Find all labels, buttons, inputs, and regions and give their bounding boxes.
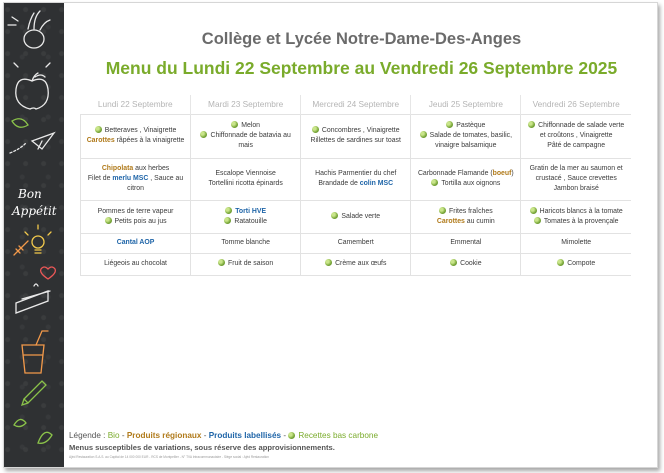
main-friday: Gratin de la mer au saumon et crustacé , Sauce crevettes Jambon braisé [521, 158, 631, 200]
pencil-icon [22, 381, 46, 405]
main-wednesday: Hachis Parmentier du chef Brandade de colin MSC [301, 158, 411, 200]
leaf-doodle-icon [12, 119, 28, 128]
low-carbon-icon [534, 217, 541, 224]
legend-regional: Produits régionaux [126, 431, 202, 440]
main-monday: Chipolata aux herbes Filet de merlu MSC , Sauce au citron [81, 158, 191, 200]
day-header-tuesday: Mardi 23 Septembre [191, 95, 301, 114]
side-monday: Pommes de terre vapeur Petits pois au jus [81, 200, 191, 233]
cake-icon [16, 284, 50, 313]
starter-friday: Chiffonnade de salade verte et croûtons , Vinaigrette Pâté de campagne [521, 114, 631, 158]
low-carbon-icon [105, 217, 112, 224]
cheese-monday: Cantal AOP [81, 233, 191, 253]
low-carbon-icon [231, 121, 238, 128]
day-header-row [81, 95, 632, 114]
low-carbon-icon [225, 207, 232, 214]
availability-note: Menus susceptibles de variations, sous réserve des approvisionnements. [69, 443, 335, 452]
main-dish-row [81, 158, 632, 200]
cheese-tuesday: Tomme blanche [191, 233, 301, 253]
cheese-friday: Mimolette [521, 233, 631, 253]
dessert-friday: Compote [521, 253, 631, 275]
starter-row [81, 114, 632, 158]
side-dish-row [81, 200, 632, 233]
bon-appetit-line2: Appétit [12, 204, 57, 218]
cheese-wednesday: Camembert [301, 233, 411, 253]
main-tuesday: Escalope Viennoise Tortellini ricotta épinards [191, 158, 301, 200]
heart-icon [41, 267, 56, 279]
side-thursday: Frites fraîches Carottes au cumin [411, 200, 521, 233]
dessert-row [81, 253, 632, 275]
low-carbon-icon [200, 131, 207, 138]
weekly-menu-table [80, 95, 631, 276]
paper-plane-icon [10, 133, 54, 153]
low-carbon-icon [224, 217, 231, 224]
school-title: Collège et Lycée Notre-Dame-Des-Anges [201, 30, 522, 48]
low-carbon-icon [420, 131, 427, 138]
starter-monday: Betteraves , Vinaigrette Carottes râpées à la vinaigrette [81, 114, 191, 158]
dessert-thursday: Cookie [411, 253, 521, 275]
low-carbon-icon [431, 179, 438, 186]
main-thursday: Carbonnade Flamande (boeuf) Tortilla aux oignons [411, 158, 521, 200]
low-carbon-icon [288, 432, 295, 439]
day-header-thursday: Jeudi 25 Septembre [411, 95, 521, 114]
side-wednesday: Salade verte [301, 200, 411, 233]
low-carbon-icon [312, 126, 319, 133]
apple-icon [14, 63, 50, 109]
low-carbon-icon [439, 207, 446, 214]
low-carbon-icon [95, 126, 102, 133]
chalk-doodles [4, 3, 64, 468]
low-carbon-icon [450, 259, 457, 266]
chalk-leaves-icon [14, 419, 52, 443]
day-header-monday: Lundi 22 Septembre [81, 95, 191, 114]
menu-period-title: Menu du Lundi 22 Septembre au Vendredi 26 Septembre 2025 [105, 58, 618, 78]
low-carbon-icon [446, 121, 453, 128]
dessert-tuesday: Fruit de saison [191, 253, 301, 275]
starter-tuesday: Melon Chiffonnade de batavia au mais [191, 114, 301, 158]
side-tuesday: Torti HVE Ratatouille [191, 200, 301, 233]
side-friday: Haricots blancs à la tomate Tomates à la provençale [521, 200, 631, 233]
starter-wednesday: Concombres , Vinaigrette Rillettes de sardines sur toast [301, 114, 411, 158]
drink-glass-icon [22, 331, 48, 373]
cheese-thursday: Emmental [411, 233, 521, 253]
day-header-wednesday: Mercredi 24 Septembre [301, 95, 411, 114]
dessert-monday: Liégeois au chocolat [81, 253, 191, 275]
bon-appetit-line1: Bon [18, 187, 42, 201]
dessert-wednesday: Crème aux œufs [301, 253, 411, 275]
carrot-icon [14, 241, 28, 255]
chalkboard-strip [4, 3, 64, 467]
legend-labelled: Produits labellisés [208, 431, 282, 440]
low-carbon-icon [325, 259, 332, 266]
low-carbon-icon [218, 259, 225, 266]
starter-thursday: Pastèque Salade de tomates, basilic, vinaigre balsamique [411, 114, 521, 158]
lightbulb-icon [25, 225, 51, 253]
menu-sheet [3, 2, 658, 468]
cheese-row [81, 233, 632, 253]
low-carbon-icon [530, 207, 537, 214]
legend-bio: Bio [107, 431, 120, 440]
legend: Légende : Bio - Produits régionaux - Produits labellisés - Recettes bas carbone [69, 431, 379, 440]
day-header-friday: Vendredi 26 Septembre [532, 99, 620, 110]
low-carbon-icon [557, 259, 564, 266]
low-carbon-icon [528, 121, 535, 128]
legend-low-carbon: Recettes bas carbone [298, 431, 379, 440]
low-carbon-icon [331, 212, 338, 219]
company-fine-print: Ajéd Restauration S.A.S. au Capital de 14 000 000 EUR - RCS de Montpellier - N° TVA Intracommunautaire - Siège social : Ajéd Restauration [69, 455, 269, 459]
radish-icon [8, 11, 50, 48]
